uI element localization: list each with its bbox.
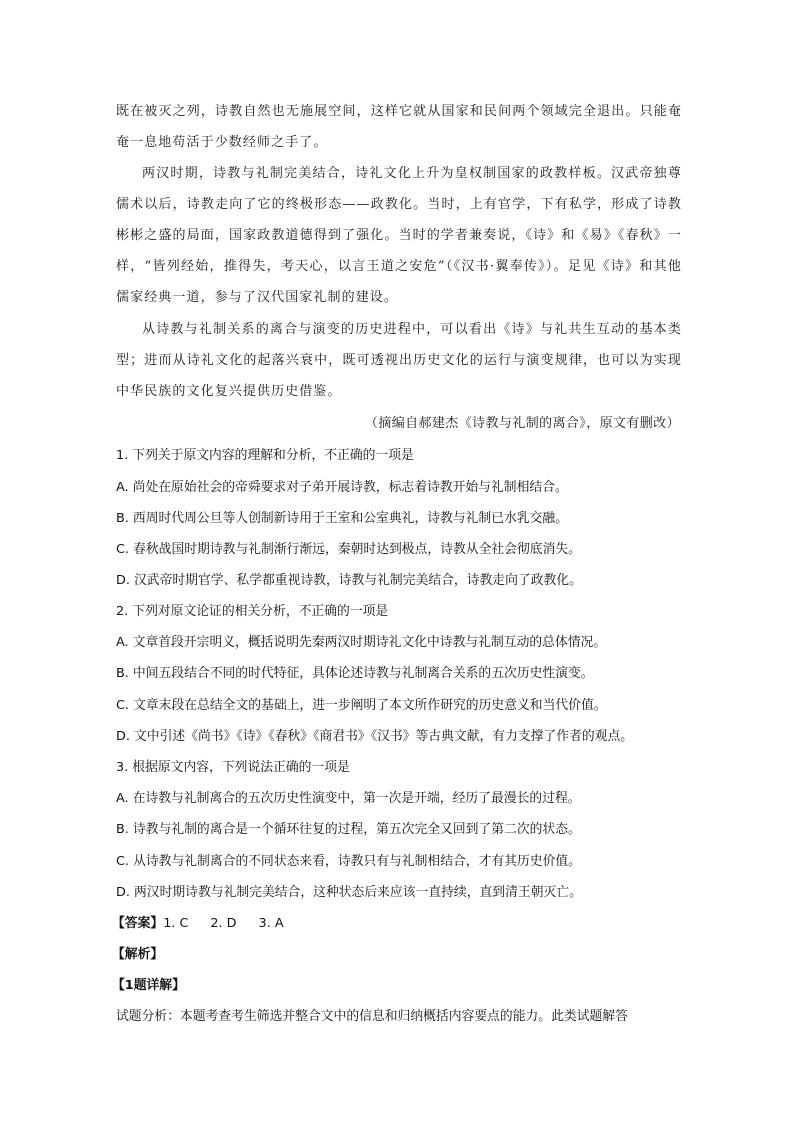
question-2-option-c: C. 文章末段在总结全文的基础上，进一步阐明了本文所作研究的历史意义和当代价值。	[116, 698, 607, 713]
answer-label: 【答案】	[112, 916, 164, 931]
question-1-option-a: A. 尚处在原始社会的帝舜要求对子弟开展诗教，标志着诗教开始与礼制相结合。	[116, 480, 568, 495]
analysis-text: 试题分析：本题考查考生筛选并整合文中的信息和归纳概括内容要点的能力。此类试题解答	[116, 1009, 628, 1024]
passage-source: （摘编自郝建杰《诗教与礼制的离合》，原文有删改）	[364, 416, 680, 431]
question-3-stem: 3. 根据原文内容，下列说法正确的一项是	[116, 760, 350, 775]
question-1-option-c: C. 春秋战国时期诗教与礼制渐行渐远，秦朝时达到极点，诗教从全社会彻底消失。	[116, 542, 581, 557]
analysis-label: 【解析】	[112, 947, 164, 962]
question-1-option-d: D. 汉武帝时期官学、私学都重视诗教，诗教与礼制完美结合，诗教走向了政教化。	[116, 573, 582, 588]
answer-2: 2. D	[210, 916, 237, 931]
passage-paragraph-conclusion: 从诗教与礼制关系的离合与演变的历史进程中，可以看出《诗》与礼共生互动的基本类型；进而从诗礼文化的起落兴衰中，既可透视出历史文化的运行与演变规律，也可以为实现中华民族的文化复兴提供历史借鉴。	[116, 322, 682, 399]
question-3-option-d: D. 两汉时期诗教与礼制完美结合，这种状态后来应该一直持续，直到清王朝灭亡。	[116, 885, 582, 900]
question-3-option-a: A. 在诗教与礼制离合的五次历史性演变中，第一次是开端，经历了最漫长的过程。	[116, 791, 581, 806]
passage-paragraph-continued: 既在被灭之列，诗教自然也无施展空间，这样它就从国家和民间两个领域完全退出。只能奄奄一息地苟活于少数经师之手了。	[116, 104, 682, 150]
answer-1: 1. C	[163, 916, 189, 931]
question-3-option-b: B. 诗教与礼制的离合是一个循环往复的过程，第五次完全又回到了第二次的状态。	[116, 822, 581, 837]
analysis-sub-label: 【1题详解】	[112, 978, 185, 993]
question-2-option-d: D. 文中引述《尚书》《诗》《春秋》《商君书》《汉书》等古典文献，有力支撑了作者的观点。	[116, 729, 634, 744]
question-3-option-c: C. 从诗教与礼制离合的不同状态来看，诗教只有与礼制相结合，才有其历史价值。	[116, 854, 581, 869]
question-2-stem: 2. 下列对原文论证的相关分析，不正确的一项是	[116, 604, 389, 619]
answer-3: 3. A	[258, 916, 284, 931]
question-1-stem: 1. 下列关于原文内容的理解和分析，不正确的一项是	[116, 448, 414, 463]
question-2-option-a: A. 文章首段开宗明义，概括说明先秦两汉时期诗礼文化中诗教与礼制互动的总体情况。	[116, 635, 607, 650]
question-1-option-b: B. 西周时代周公旦等人创制新诗用于王室和公室典礼，诗教与礼制已水乳交融。	[116, 511, 569, 526]
question-2-option-b: B. 中间五段结合不同的时代特征，具体论述诗教与礼制离合关系的五次历史性演变。	[116, 666, 594, 681]
answer-row	[112, 914, 682, 934]
passage-paragraph-han-dynasty: 两汉时期，诗教与礼制完美结合，诗礼文化上升为皇权制国家的政教样板。汉武帝独尊儒术以后，诗教走向了它的终极形态——政教化。当时，上有官学，下有私学，形成了诗教彬彬之盛的局面，国家政教道德得到了强化。当时的学者兼奏说，《诗》和《易》《春秋》一样，“皆列经始，推得失，考天心，以言王道之安危”（《汉书·翼奉传》）。足见《诗》和其他儒家经典一道，参与了汉代国家礼制的建设。	[116, 166, 682, 305]
